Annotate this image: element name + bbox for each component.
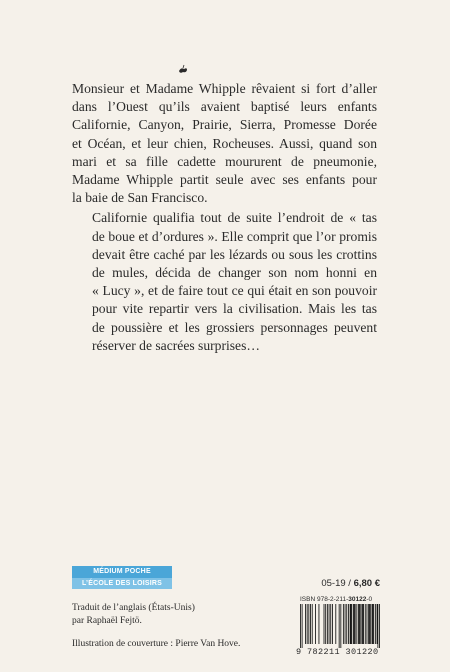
barcode-bar (368, 604, 369, 644)
barcode-bar (361, 604, 362, 644)
barcode-digits: 9 782211 301220 (296, 647, 379, 657)
back-cover-summary (72, 80, 377, 355)
barcode-bar (307, 604, 308, 644)
barcode-bar (362, 604, 363, 644)
barcode-bar (327, 604, 328, 644)
barcode-bar (302, 604, 303, 648)
barcode-bar (351, 604, 352, 644)
barcode-bar (372, 604, 373, 644)
barcode-bar (355, 604, 356, 644)
price-line (296, 578, 380, 589)
summary-paragraph-1 (72, 80, 377, 207)
barcode-bar (348, 604, 349, 644)
barcode-bar (329, 604, 330, 644)
summary-line: pour vite repartir vers la civilisation. Mais les tas (92, 301, 377, 317)
barcode-bar (379, 604, 380, 648)
barcode-bar (359, 604, 360, 644)
summary-line: de poussière et les grossiers personnages peuvent (92, 319, 377, 335)
illustration-credit: Illustration de couverture : Pierre Van Hove. (72, 639, 241, 649)
barcode-bar (365, 604, 366, 644)
barcode-bar (319, 604, 320, 644)
barcode-bar (372, 604, 373, 644)
summary-line: et Océan, et leur chien, Rocheuses. Aussi, quand son (72, 135, 377, 151)
barcode-bar (367, 604, 368, 644)
barcode (300, 604, 380, 648)
barcode-bar (369, 604, 370, 644)
barcode-bar (353, 604, 354, 644)
isbn-number (300, 596, 380, 603)
date-code: 05-19 (321, 578, 346, 589)
barcode-bar (330, 604, 331, 644)
barcode-bar (315, 604, 316, 644)
barcode-bar (346, 604, 347, 644)
summary-line: Monsieur et Madame Whipple rêvaient si fort d’aller (72, 81, 377, 96)
barcode-bar (339, 604, 340, 648)
barcode-bar (343, 604, 344, 644)
summary-line: de boue et d’ordures ». Elle comprit que l’or promis (92, 228, 377, 244)
summary-line: devait être caché par les lézards ou sous les crottins (92, 246, 377, 262)
barcode-bar (312, 604, 313, 644)
collection-badge (72, 566, 172, 589)
barcode-bar (325, 604, 326, 644)
barcode-bar (363, 604, 364, 644)
isbn-suffix: -0 (366, 596, 373, 603)
credits (72, 602, 312, 651)
summary-line: de mules, décida de changer son nom honni en (92, 265, 377, 281)
translation-credit-line1: Traduit de l’anglais (États-Unis) (72, 603, 195, 613)
barcode-bar (345, 604, 346, 644)
barcode-bar (300, 604, 301, 648)
collection-name: MÉDIUM POCHE (72, 566, 172, 578)
summary-paragraph-2 (72, 209, 377, 355)
barcode-bar (370, 604, 371, 644)
barcode-bar (351, 604, 352, 644)
barcode-bar (377, 604, 378, 644)
isbn-prefix: ISBN 978-2-211- (300, 596, 349, 603)
summary-line: réserver de sacrées surprises… (92, 337, 260, 353)
ornament-icon (176, 64, 190, 76)
barcode-bar (335, 604, 336, 644)
barcode-bar (360, 604, 361, 644)
summary-line: Californie, Canyon, Prairie, Sierra, Promesse Dorée (72, 117, 377, 133)
summary-line: Madame Whipple partit seule avec ses enfants pour (72, 172, 377, 188)
barcode-bar (350, 604, 351, 644)
barcode-bar (373, 604, 374, 644)
barcode-bar (305, 604, 306, 644)
summary-line: mari et sa fille cadette moururent de pneumonie, (72, 153, 377, 169)
barcode-bar (358, 604, 359, 644)
translation-credit-line2: par Raphaël Fejtö. (72, 616, 142, 626)
barcode-bar (310, 604, 311, 644)
publisher-name: L’ÉCOLE DES LOISIRS (72, 578, 172, 589)
barcode-bar (375, 604, 376, 644)
summary-line: la baie de San Francisco. (72, 190, 208, 206)
summary-line: Californie qualifia tout de suite l’endroit de « tas (92, 210, 377, 226)
barcode-bar (377, 604, 378, 648)
summary-line: dans l’Ouest qu’ils avaient baptisé leurs enfants (72, 99, 377, 115)
barcode-bar (332, 604, 333, 644)
barcode-bar (308, 604, 309, 644)
barcode-bar (354, 604, 355, 644)
barcode-bar (324, 604, 325, 644)
barcode-bar (356, 604, 357, 644)
barcode-bar (340, 604, 341, 648)
price-amount: 6,80 € (353, 578, 380, 589)
isbn-bold: 30122 (348, 596, 367, 603)
price-separator: / (348, 578, 351, 589)
summary-line: « Lucy », et de faire tout ce qui était en son pouvoir (92, 283, 377, 299)
